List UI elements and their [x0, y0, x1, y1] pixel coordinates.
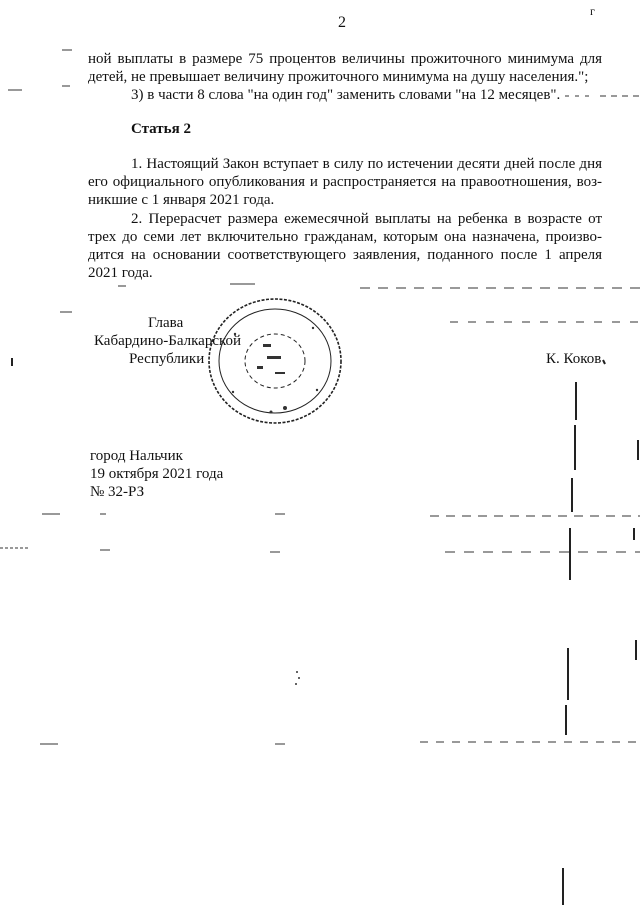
text-line: дится на основании соответствующего заявления, поданного после 1 апреля [88, 247, 602, 263]
text-line: никшие с 1 января 2021 года. [88, 192, 275, 208]
page-number: 2 [338, 14, 346, 31]
text-line: трех до семи лет включительно гражданам, которым она назначена, произво- [88, 229, 602, 245]
signatory-name: К. Коков [546, 351, 602, 367]
signatory-title: Кабардино-Балкарской [94, 333, 242, 349]
corner-mark: г [590, 4, 595, 18]
text-line: ной выплаты в размере 75 процентов величины прожиточного минимума для [88, 51, 602, 67]
article-heading: Статья 2 [131, 121, 191, 137]
signatory-title: Глава [148, 315, 184, 331]
text-line: 2021 года. [88, 265, 153, 281]
text-line: 2. Перерасчет размера ежемесячной выплаты на ребенка в возрасте от [131, 211, 602, 227]
date: 19 октября 2021 года [90, 466, 224, 482]
text-line: детей, не превышает величину прожиточного минимума на душу населения."; [88, 69, 589, 85]
law-number: № 32-РЗ [90, 484, 145, 500]
place: город Нальчик [90, 448, 183, 464]
official-seal-stamp [205, 294, 345, 428]
signatory-title: Республики [129, 351, 205, 367]
text-line: 1. Настоящий Закон вступает в силу по истечении десяти дней после дня [131, 156, 602, 172]
text-line: его официального опубликования и распространяется на правоотношения, воз- [88, 174, 602, 190]
text-line: 3) в части 8 слова "на один год" заменить словами "на 12 месяцев". [131, 87, 561, 103]
